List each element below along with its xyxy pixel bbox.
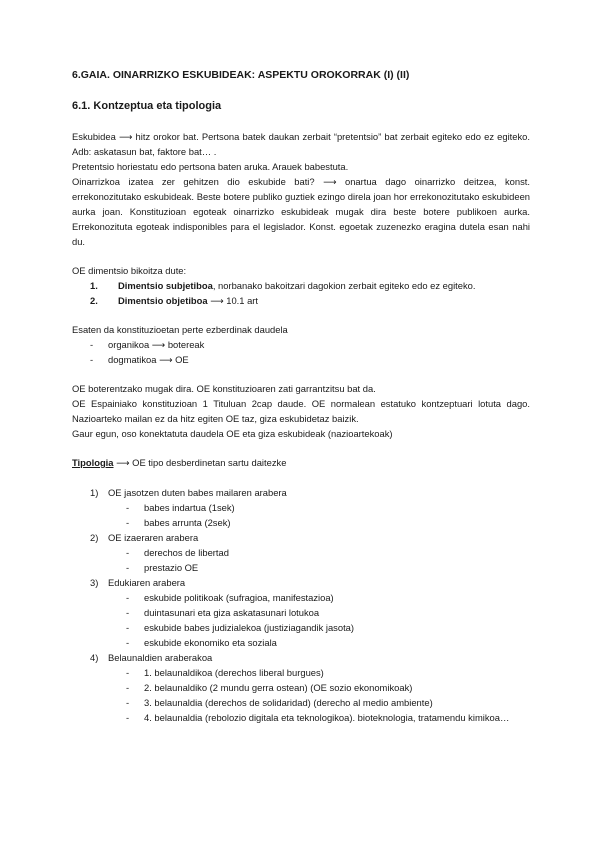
dash-bullet: - [126, 637, 130, 648]
list-item-text: organikoa ⟶ botereak [108, 339, 205, 350]
dimension-desc: , norbanako bakoitzari dagokion zerbait egiteko edo ez egiteko. [212, 280, 476, 291]
typology-label: Edukiaren arabera [108, 577, 186, 588]
tipologia-line [72, 455, 530, 470]
list-item [72, 337, 530, 352]
list-item-text: 4. belaunaldia (rebolozio digitala eta teknologikoa). bioteknologia, tratamendu kimikoa… [144, 712, 510, 723]
typology-sublist [108, 665, 530, 725]
typology-label: Belaunaldien araberakoa [108, 652, 213, 663]
constitution-intro: Esaten da konstituzioetan perte ezberdinak daudela [72, 324, 288, 335]
typology-sublist [108, 590, 530, 650]
dimension-name: Dimentsio objetiboa [118, 295, 208, 306]
constitution-parts-list [72, 337, 530, 367]
section-heading: 6.1. Kontzeptua eta tipologia [72, 100, 222, 112]
list-number: 2) [90, 532, 99, 543]
list-item [108, 560, 530, 575]
list-item [72, 352, 530, 367]
list-item-text: duintasunari eta giza askatasunari lotukoa [144, 607, 320, 618]
dash-bullet: - [90, 339, 94, 350]
document-title: 6.GAIA. OINARRIZKO ESKUBIDEAK: ASPEKTU OROKORRAK (I) (II) [72, 69, 410, 81]
list-item [108, 635, 530, 650]
dimension-intro: OE dimentsio bikoitza dute: [72, 265, 187, 276]
list-item [108, 500, 530, 515]
dash-bullet: - [126, 607, 130, 618]
typology-item [72, 650, 530, 725]
list-item [108, 545, 530, 560]
dash-bullet: - [126, 712, 130, 723]
list-item [72, 293, 530, 308]
typology-item [72, 575, 530, 650]
list-item [108, 665, 530, 680]
document-page [72, 68, 530, 725]
list-item-text: 1. belaunaldikoa (derechos liberal burgues) [144, 667, 324, 678]
dash-bullet: - [126, 622, 130, 633]
list-item [108, 590, 530, 605]
dash-bullet: - [126, 682, 130, 693]
dash-bullet: - [126, 667, 130, 678]
list-item-text: eskubide babes judizialekoa (justiziagandik jasota) [144, 622, 355, 633]
dash-bullet: - [126, 502, 130, 513]
list-number: 1) [90, 487, 99, 498]
dash-bullet: - [126, 562, 130, 573]
tipologia-desc: ⟶ OE tipo desberdinetan sartu daitezke [113, 457, 287, 468]
list-number: 2. [90, 295, 98, 306]
typology-sublist [108, 500, 530, 530]
list-item-text: babes arrunta (2sek) [144, 517, 231, 528]
paragraph-espainiako: OE Espainiako konstituzioan 1 Tituluan 2cap daude. OE normalean estatuko kontzeptuari lotuta dago. Nazioarteko mailan ez da hitz egiten OE taz, giza eskubidetaz baizik. [72, 398, 530, 424]
tipologia-label: Tipologia [72, 457, 114, 468]
paragraph-eskubidea: Eskubidea ⟶ hitz orokor bat. Pertsona batek daukan zerbait “pretentsio” bat zerbait egiteko edo ez egiteko. Adb: askatasun bat, faktore bat… . [72, 131, 530, 157]
paragraph-pretentsio: Pretentsio horiestatu edo pertsona baten aruka. Arauek babestuta. [72, 161, 349, 172]
dimension-name: Dimentsio subjetiboa [118, 280, 213, 291]
paragraph-mugak: OE boterentzako mugak dira. OE konstituzioaren zati garrantzitsu bat da. [72, 383, 376, 394]
dash-bullet: - [126, 592, 130, 603]
dash-bullet: - [126, 547, 130, 558]
list-item [108, 710, 530, 725]
list-item-text: derechos de libertad [144, 547, 229, 558]
list-item-text: eskubide politikoak (sufragioa, manifestazioa) [144, 592, 334, 603]
list-item [108, 515, 530, 530]
typology-label: OE jasotzen duten babes mailaren arabera [108, 487, 287, 498]
typology-item [72, 530, 530, 575]
paragraph-gaur-egun: Gaur egun, oso konektatuta daudela OE eta giza eskubideak (nazioartekoak) [72, 428, 393, 439]
typology-sublist [108, 545, 530, 575]
list-item-text: babes indartua (1sek) [144, 502, 235, 513]
list-item-text: prestazio OE [144, 562, 199, 573]
paragraph-oinarrizkoa: Oinarrizkoa izatea zer gehitzen dio eskubide bati? ⟶ onartua dago oinarrizko deitzea, konst. errekonozitutako eskubideak. Beste botere publiko guztiek ezingo direla joan hor errekonozitutako eskubideen aurka joan. Konstituzioan egoteak oinarrizko eskubideak mugak dira beste botere publikoen aurka. Errekonozituta egoteak indisponibles para el legislador. Konst. egoetak zuzenezko eragina dutela esan nahi du. [72, 176, 530, 247]
list-number: 4) [90, 652, 99, 663]
dash-bullet: - [90, 354, 94, 365]
typology-label: OE izaeraren arabera [108, 532, 199, 543]
dash-bullet: - [126, 517, 130, 528]
list-item [72, 278, 530, 293]
list-item [108, 680, 530, 695]
list-item [108, 695, 530, 710]
dash-bullet: - [126, 697, 130, 708]
list-number: 1. [90, 280, 98, 291]
typology-list [72, 485, 530, 725]
list-item-text: dogmatikoa ⟶ OE [108, 354, 189, 365]
list-item [108, 605, 530, 620]
list-item-text: eskubide ekonomiko eta soziala [144, 637, 277, 648]
list-item [108, 620, 530, 635]
list-number: 3) [90, 577, 99, 588]
dimension-desc: ⟶ 10.1 art [207, 295, 259, 306]
list-item-text: 3. belaunaldia (derechos de solidaridad) (derecho al medio ambiente) [144, 697, 433, 708]
list-item-text: 2. belaunaldiko (2 mundu gerra ostean) (OE sozio ekonomikoak) [144, 682, 413, 693]
typology-item [72, 485, 530, 530]
dimension-list [72, 278, 530, 308]
